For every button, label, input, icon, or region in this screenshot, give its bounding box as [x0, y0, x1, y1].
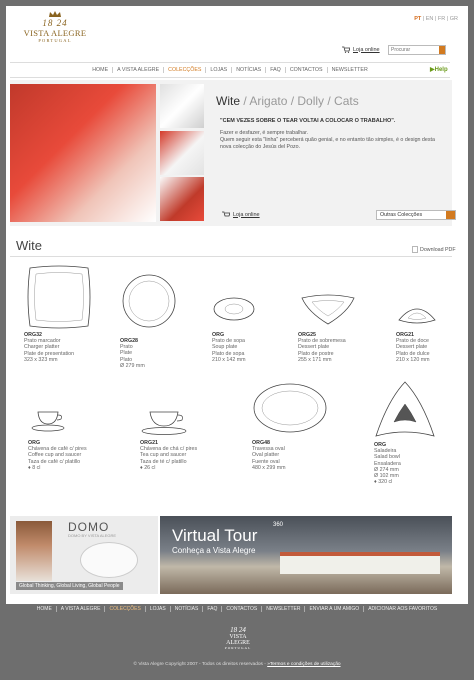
- online-shop-link[interactable]: [342, 46, 380, 53]
- hero-desc-line2: Quem seguir esta "linha" perceberá quão genial, e no entanto tão simples, é o design desta nova colecção do Jesús del Pozo.: [220, 137, 435, 150]
- product-item[interactable]: [120, 272, 178, 369]
- domo-teapot-image: [80, 542, 138, 578]
- section-title: Wite: [16, 238, 42, 253]
- domo-caption: Global Thinking, Global Living, Global People: [16, 582, 123, 590]
- hero-desc-line1: Fazer e desfazer, é sempre trabalhar.: [220, 130, 309, 136]
- product-item[interactable]: [212, 296, 256, 363]
- nav-newsletter[interactable]: NEWSLETTER: [327, 67, 372, 73]
- domo-sub: DOMO BY VISTA ALEGRE: [68, 533, 117, 538]
- chevron-down-icon: [446, 211, 455, 219]
- nav-home[interactable]: HOME: [92, 67, 109, 73]
- product-line: Prato de doce: [396, 338, 429, 344]
- hero-title-main: Wite: [216, 94, 240, 108]
- hero-section: [10, 80, 452, 226]
- footer-nav-collections[interactable]: COLECÇÕES: [104, 606, 144, 612]
- product-line: Plato de postre: [298, 350, 334, 357]
- product-item[interactable]: [140, 408, 197, 471]
- footer-nav-news[interactable]: NOTÍCIAS: [170, 606, 203, 612]
- footer-nav-favorites[interactable]: ADICIONAR AOS FAVORITOS: [363, 606, 441, 612]
- virtual-tour-banner[interactable]: [160, 516, 452, 594]
- footer-logo[interactable]: [222, 626, 254, 650]
- footer-nav-faq[interactable]: FAQ: [202, 606, 221, 612]
- hero-shop-label: Loja online: [233, 211, 260, 218]
- product-line: Taza de café c/ platillo: [28, 458, 81, 465]
- product-item[interactable]: [374, 380, 436, 486]
- footer-brand-country: PORTUGAL: [224, 646, 252, 650]
- product-line: Ensaladera: [374, 460, 401, 467]
- hero-thumbnail-1[interactable]: [160, 84, 204, 128]
- search-box: [388, 45, 446, 55]
- coffee-cup-image: [28, 408, 68, 434]
- product-line: Fuente oval: [252, 458, 280, 465]
- lang-fr[interactable]: FR: [437, 16, 446, 22]
- collections-select[interactable]: [376, 210, 456, 220]
- product-line: Ø 102 mm: [374, 473, 399, 480]
- nav-stores[interactable]: LOJAS: [205, 67, 231, 73]
- product-code: ORG: [212, 332, 225, 338]
- salad-bowl-image: [374, 380, 436, 440]
- product-line: Ø 279 mm: [120, 362, 145, 369]
- nav-contacts[interactable]: CONTACTOS: [285, 67, 327, 73]
- footer-nav-home[interactable]: HOME: [36, 606, 52, 612]
- nav-faq[interactable]: FAQ: [265, 67, 285, 73]
- product-line: ♦ 8 cl: [28, 464, 41, 471]
- product-code: ORG32: [24, 332, 42, 338]
- product-line: Dessert plate: [298, 344, 330, 351]
- product-line: Saladeira: [374, 448, 397, 454]
- hero-thumbnail-2[interactable]: [160, 131, 204, 175]
- pdf-icon: [412, 246, 418, 253]
- product-item[interactable]: [396, 302, 438, 363]
- section-divider: [10, 256, 452, 257]
- product-code: ORG: [28, 440, 41, 446]
- product-line: Plate: [120, 350, 133, 357]
- brand-year: 18 24: [42, 18, 68, 28]
- footer-nav-newsletter[interactable]: NEWSLETTER: [261, 606, 304, 612]
- hero-quote: "CEM VEZES SOBRE O TEAR VOLTAI A COLOCAR O TRABALHO".: [220, 118, 396, 124]
- product-line: Ø 274 mm: [374, 466, 399, 473]
- lang-pt[interactable]: PT: [414, 16, 422, 22]
- help-label: Help: [434, 67, 448, 73]
- product-code: ORG48: [252, 440, 270, 446]
- product-line: Chávena de café c/ pires: [28, 446, 87, 452]
- footer-nav: [0, 606, 474, 612]
- nav-news[interactable]: NOTÍCIAS: [231, 67, 265, 73]
- product-code: ORG: [374, 442, 387, 448]
- product-line: Prato de sobremesa: [298, 338, 346, 344]
- product-code: ORG28: [120, 338, 138, 344]
- domo-person-image: [16, 521, 52, 581]
- footer-nav-send-friend[interactable]: ENVIAR A UM AMIGO: [304, 606, 363, 612]
- product-line: Taza de té c/ platillo: [140, 458, 187, 465]
- product-code: ORG21: [396, 332, 414, 338]
- hero-title-alts[interactable]: / Arigato / Dolly / Cats: [243, 94, 359, 108]
- domo-logo: DOMO: [68, 520, 110, 534]
- main-nav: [10, 62, 450, 78]
- lang-en[interactable]: EN: [425, 16, 434, 22]
- cart-icon: [342, 46, 350, 53]
- virtual-tour-subtitle: Conheça a Vista Alegre: [172, 546, 256, 555]
- online-shop-label: Loja online: [353, 46, 380, 53]
- product-line: Coffee cup and saucer: [28, 452, 82, 459]
- plate-image: [120, 272, 178, 330]
- copyright: [0, 662, 474, 667]
- help-link[interactable]: [430, 66, 448, 73]
- sweet-plate-image: [396, 302, 438, 326]
- search-button[interactable]: [439, 46, 445, 54]
- product-code: ORG21: [140, 440, 158, 446]
- product-item[interactable]: [24, 264, 94, 363]
- product-line: 210 x 120 mm: [396, 356, 430, 363]
- cart-icon: [222, 211, 230, 218]
- lang-gr[interactable]: GR: [449, 16, 458, 22]
- product-line: Prato de sopa: [212, 338, 245, 344]
- brand-name: VISTA ALEGRE: [23, 28, 87, 38]
- dessert-plate-image: [298, 292, 358, 326]
- hero-image: [10, 84, 156, 222]
- virtual-tour-360: 360: [273, 522, 284, 528]
- product-line: Prato marcador: [24, 338, 61, 344]
- product-line-value: 8 cl: [32, 464, 41, 471]
- download-pdf-link[interactable]: [412, 246, 456, 253]
- product-line: 323 x 323 mm: [24, 356, 58, 363]
- crown-icon: [48, 10, 62, 18]
- soup-plate-image: [212, 296, 256, 322]
- nav-about[interactable]: A VISTA ALEGRE: [112, 67, 163, 73]
- virtual-tour-title: Virtual Tour: [172, 526, 258, 545]
- language-switcher: PT | EN | FR | GR: [414, 16, 458, 22]
- hero-shop-link[interactable]: [222, 211, 260, 218]
- download-pdf-label: Download PDF: [420, 246, 456, 253]
- product-line: 480 x 299 mm: [252, 464, 286, 471]
- copyright-text: © Vista Alegre Copyright 2007 - Todos os direitos reservados -: [133, 662, 268, 667]
- product-item[interactable]: [298, 292, 358, 363]
- hero-thumbnail-3[interactable]: [160, 177, 204, 221]
- product-line: Prato: [120, 344, 133, 350]
- product-code: ORG25: [298, 332, 316, 338]
- product-line: 210 x 142 mm: [212, 356, 246, 363]
- brand-country: PORTUGAL: [38, 38, 72, 43]
- domo-banner[interactable]: [10, 516, 158, 594]
- product-line: Soup plate: [212, 344, 238, 351]
- product-line: Plato de dulce: [396, 350, 430, 357]
- product-line: Chávena de chá c/ pires: [140, 446, 198, 452]
- product-line: ♦ 320 cl: [374, 479, 393, 486]
- help-arrow-icon: ▶: [430, 67, 435, 73]
- collections-select-value: Outras Colecções: [380, 212, 423, 218]
- product-item[interactable]: [28, 408, 87, 471]
- footer-nav-about[interactable]: A VISTA ALEGRE: [56, 606, 105, 612]
- product-line: Travessa oval: [252, 446, 285, 452]
- hero-title: [216, 94, 359, 108]
- oval-platter-image: [252, 382, 328, 434]
- footer-nav-stores[interactable]: LOJAS: [145, 606, 170, 612]
- product-line: Charger platter: [24, 344, 60, 351]
- product-line-value: 320 cl: [378, 479, 393, 486]
- product-line: 255 x 171 mm: [298, 356, 332, 363]
- hero-description: [220, 130, 440, 151]
- product-item[interactable]: [252, 382, 328, 471]
- charger-plate-image: [24, 264, 94, 330]
- product-line: Plate de presentation: [24, 350, 75, 357]
- terms-link[interactable]: »Termos e condições de utilização: [267, 662, 341, 667]
- nav-collections[interactable]: COLECÇÕES: [163, 67, 205, 73]
- product-line: ♦ 26 cl: [140, 464, 156, 471]
- product-line: Dessert plate: [396, 344, 428, 351]
- product-line: Plato: [120, 356, 133, 363]
- tea-cup-image: [140, 408, 190, 436]
- search-input[interactable]: [389, 46, 439, 54]
- product-line: Oval platter: [252, 452, 280, 459]
- brand-logo[interactable]: [20, 10, 90, 43]
- footer-brand-year: 18 24: [230, 626, 246, 634]
- product-line-value: 26 cl: [144, 464, 156, 471]
- footer-brand-name: VISTA ALEGRE: [226, 634, 250, 646]
- building-image: [280, 552, 440, 574]
- footer-nav-contacts[interactable]: CONTACTOS: [221, 606, 261, 612]
- product-line: Salad bowl: [374, 454, 400, 461]
- product-line: Tea cup and saucer: [140, 452, 187, 459]
- product-line: Plato de sopa: [212, 350, 245, 357]
